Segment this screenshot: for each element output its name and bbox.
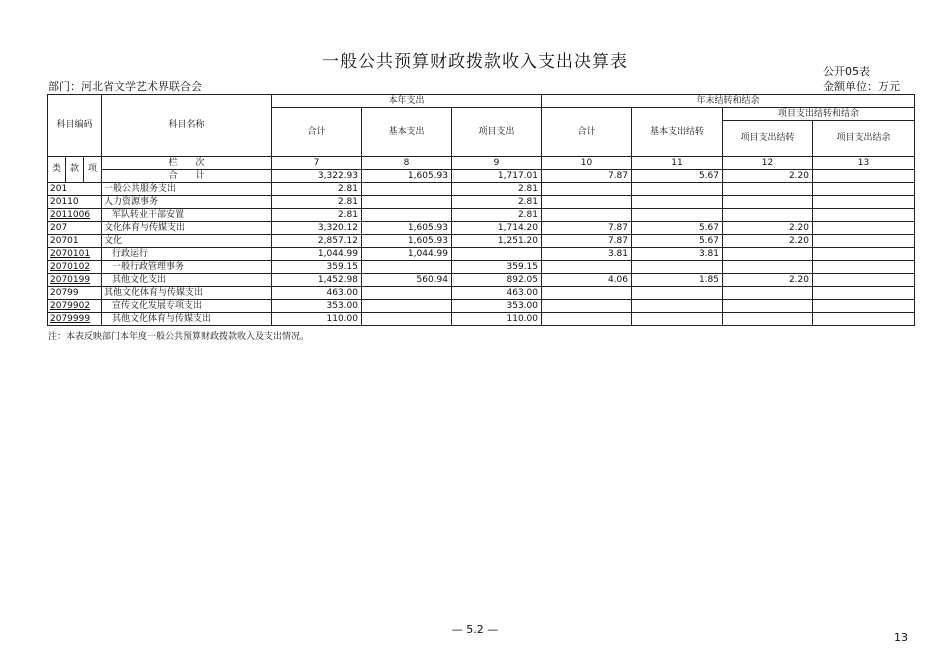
subject-code-cell: 20701 <box>48 235 102 248</box>
amount-cell <box>542 313 632 326</box>
amount-cell: 7.87 <box>542 235 632 248</box>
subject-code-cell: 20110 <box>48 196 102 209</box>
total-cell: 1,717.01 <box>452 170 542 183</box>
subject-code-cell: 2079902 <box>48 300 102 313</box>
subject-name-cell: 其他文化体育与传媒支出 <box>102 287 272 300</box>
amount-cell: 110.00 <box>452 313 542 326</box>
amount-cell: 2.81 <box>272 196 362 209</box>
report-title: 一般公共预算财政拨款收入支出决算表 <box>322 52 628 72</box>
form-number: 公开05表 <box>823 65 870 78</box>
amount-cell <box>813 209 915 222</box>
amount-cell: 2.20 <box>723 274 813 287</box>
subject-name-cell: 一般公共服务支出 <box>102 183 272 196</box>
subject-name-cell: 文化 <box>102 235 272 248</box>
amount-cell: 1,044.99 <box>362 248 452 261</box>
amount-cell: 2.20 <box>723 235 813 248</box>
table-row <box>48 235 915 248</box>
subject-code-cell: 20799 <box>48 287 102 300</box>
total-cell <box>813 170 915 183</box>
amount-cell: 1,714.20 <box>452 222 542 235</box>
amount-cell <box>452 248 542 261</box>
amount-cell: 5.67 <box>632 235 723 248</box>
column-label: 栏 次 <box>102 157 272 170</box>
amount-cell <box>813 287 915 300</box>
amount-cell <box>813 248 915 261</box>
basic-carryover-header: 基本支出结转 <box>632 108 723 157</box>
amount-cell: 353.00 <box>272 300 362 313</box>
amount-cell <box>813 196 915 209</box>
xiang-header: 项 <box>84 157 102 183</box>
amount-cell: 3,320.12 <box>272 222 362 235</box>
current-year-expense-header: 本年支出 <box>272 95 542 108</box>
col-num: 8 <box>362 157 452 170</box>
table-row <box>48 313 915 326</box>
table-row <box>48 261 915 274</box>
col-num: 9 <box>452 157 542 170</box>
table-row <box>48 196 915 209</box>
amount-cell: 463.00 <box>452 287 542 300</box>
amount-cell: 2,857.12 <box>272 235 362 248</box>
subject-name-cell: 文化体育与传媒支出 <box>102 222 272 235</box>
subject-name-header: 科目名称 <box>102 95 272 157</box>
subject-name-cell: 人力资源事务 <box>102 196 272 209</box>
balance-total-header: 合计 <box>542 108 632 157</box>
table-row <box>48 248 915 261</box>
amount-cell <box>542 183 632 196</box>
amount-cell: 1,251.20 <box>452 235 542 248</box>
amount-cell <box>723 196 813 209</box>
amount-cell <box>723 248 813 261</box>
table-row <box>48 183 915 196</box>
report-table <box>47 94 915 326</box>
amount-cell <box>813 183 915 196</box>
col-num: 7 <box>272 157 362 170</box>
amount-cell: 110.00 <box>272 313 362 326</box>
subject-name-cell: 宣传文化发展专项支出 <box>102 300 272 313</box>
subject-name-cell: 军队转业干部安置 <box>102 209 272 222</box>
table-row <box>48 274 915 287</box>
lei-header: 类 <box>48 157 66 183</box>
amount-cell <box>813 313 915 326</box>
project-carryover-header: 项目支出结转 <box>723 121 813 157</box>
subject-name-cell: 一般行政管理事务 <box>102 261 272 274</box>
amount-cell: 2.81 <box>272 209 362 222</box>
amount-cell <box>723 287 813 300</box>
total-cell: 2.20 <box>723 170 813 183</box>
amount-cell: 1.85 <box>632 274 723 287</box>
amount-cell <box>813 222 915 235</box>
amount-cell: 4.06 <box>542 274 632 287</box>
subject-code-cell: 2079999 <box>48 313 102 326</box>
amount-cell <box>813 300 915 313</box>
basic-expense-header: 基本支出 <box>362 108 452 157</box>
amount-cell <box>813 274 915 287</box>
amount-unit-label: 金额单位：万元 <box>823 80 900 93</box>
amount-cell <box>362 209 452 222</box>
amount-cell: 359.15 <box>272 261 362 274</box>
amount-cell: 353.00 <box>452 300 542 313</box>
amount-cell <box>813 261 915 274</box>
col-num: 12 <box>723 157 813 170</box>
amount-cell <box>632 300 723 313</box>
amount-cell <box>632 209 723 222</box>
project-expense-header: 项目支出 <box>452 108 542 157</box>
amount-cell <box>632 261 723 274</box>
table-row <box>48 300 915 313</box>
amount-cell <box>542 287 632 300</box>
col-num: 13 <box>813 157 915 170</box>
total-cell: 5.67 <box>632 170 723 183</box>
amount-cell <box>632 313 723 326</box>
amount-cell: 560.94 <box>362 274 452 287</box>
kuan-header: 款 <box>66 157 84 183</box>
subject-code-cell: 2070199 <box>48 274 102 287</box>
amount-cell <box>813 235 915 248</box>
amount-cell: 3.81 <box>632 248 723 261</box>
amount-cell <box>723 183 813 196</box>
amount-cell <box>542 196 632 209</box>
total-expense-header: 合计 <box>272 108 362 157</box>
col-num: 11 <box>632 157 723 170</box>
subject-name-cell: 行政运行 <box>102 248 272 261</box>
amount-cell <box>723 209 813 222</box>
table-row <box>48 287 915 300</box>
subject-name-cell: 其他文化体育与传媒支出 <box>102 313 272 326</box>
department-label: 部门：河北省文学艺术界联合会 <box>48 80 202 93</box>
amount-cell <box>542 209 632 222</box>
subject-code-header: 科目编码 <box>48 95 102 157</box>
amount-cell: 2.81 <box>452 209 542 222</box>
amount-cell: 1,452.98 <box>272 274 362 287</box>
amount-cell <box>362 313 452 326</box>
amount-cell <box>362 261 452 274</box>
subject-code-cell: 2070102 <box>48 261 102 274</box>
subject-code-cell: 207 <box>48 222 102 235</box>
amount-cell <box>632 196 723 209</box>
amount-cell: 2.20 <box>723 222 813 235</box>
year-end-balance-header: 年末结转和结余 <box>542 95 915 108</box>
amount-cell: 2.81 <box>272 183 362 196</box>
amount-cell <box>632 287 723 300</box>
total-cell: 1,605.93 <box>362 170 452 183</box>
amount-cell: 359.15 <box>452 261 542 274</box>
amount-cell: 463.00 <box>272 287 362 300</box>
subject-code-cell: 2070101 <box>48 248 102 261</box>
amount-cell <box>542 300 632 313</box>
amount-cell <box>362 287 452 300</box>
total-cell: 7.87 <box>542 170 632 183</box>
amount-cell: 1,044.99 <box>272 248 362 261</box>
total-row-label: 合 计 <box>102 170 272 183</box>
amount-cell: 892.05 <box>452 274 542 287</box>
amount-cell <box>723 300 813 313</box>
amount-cell: 5.67 <box>632 222 723 235</box>
table-row <box>48 222 915 235</box>
subject-code-cell: 2011006 <box>48 209 102 222</box>
amount-cell: 7.87 <box>542 222 632 235</box>
amount-cell: 2.81 <box>452 183 542 196</box>
table-note: 注：本表反映部门本年度一般公共预算财政拨款收入及支出情况。 <box>48 332 310 342</box>
amount-cell <box>632 183 723 196</box>
footer-page-marker: — 5.2 — <box>451 623 499 636</box>
table-row <box>48 209 915 222</box>
amount-cell <box>723 261 813 274</box>
page-number: 13 <box>894 631 908 644</box>
project-carry-surplus-header: 项目支出结转和结余 <box>723 108 915 121</box>
subject-name-cell: 其他文化支出 <box>102 274 272 287</box>
amount-cell <box>542 261 632 274</box>
amount-cell <box>362 183 452 196</box>
col-num: 10 <box>542 157 632 170</box>
project-surplus-header: 项目支出结余 <box>813 121 915 157</box>
amount-cell: 1,605.93 <box>362 222 452 235</box>
amount-cell <box>362 300 452 313</box>
amount-cell: 3.81 <box>542 248 632 261</box>
subject-code-cell: 201 <box>48 183 102 196</box>
amount-cell <box>362 196 452 209</box>
total-cell: 3,322.93 <box>272 170 362 183</box>
amount-cell <box>723 313 813 326</box>
amount-cell: 1,605.93 <box>362 235 452 248</box>
amount-cell: 2.81 <box>452 196 542 209</box>
